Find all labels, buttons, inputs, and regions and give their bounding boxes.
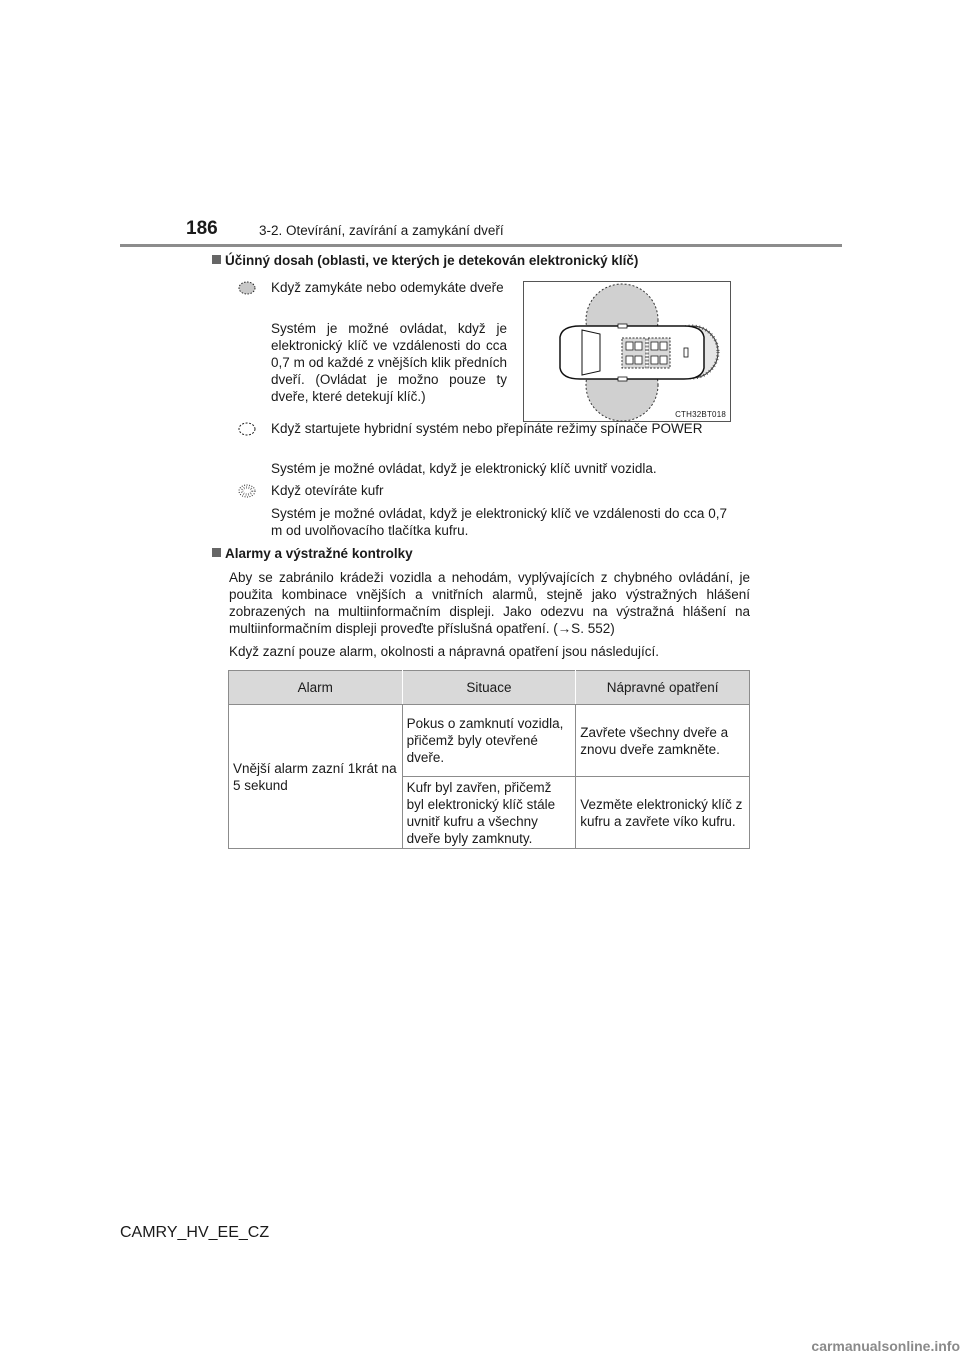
car-top-view-diagram	[524, 282, 732, 423]
table-header-row	[229, 671, 750, 705]
situation-cell: Kufr byl zavřen, přičemž byl elektronický klíč stále uvnitř kufru a všechny dveře byly zamknuty.	[402, 777, 576, 849]
figure-code: CTH32BT018	[675, 410, 726, 419]
situation-cell: Pokus o zamknutí vozidla, přičemž byly otevřené dveře.	[402, 705, 576, 777]
item-2-title: Když startujete hybridní systém nebo přepínáte režimy spínače POWER	[271, 421, 703, 436]
item-1-title: Když zamykáte nebo odemykáte dveře	[271, 280, 504, 295]
effective-range-figure	[523, 281, 731, 422]
table-header-alarm: Alarm	[229, 671, 403, 705]
item-1-description: Systém je možné ovládat, když je elektronický klíč ve vzdálenosti do cca 0,7 m od každé z vnějších klik předních dveří. (Ovládat je možno pouze ty dveře, které detekují klíč.)	[271, 321, 507, 404]
section-title: 3-2. Otevírání, zavírání a zamykání dveří	[259, 223, 504, 238]
table-header-action: Nápravné opatření	[576, 671, 750, 705]
table-header-situation: Situace	[402, 671, 576, 705]
dashed-circle-icon	[238, 422, 256, 436]
watermark: carmanualsonline.info	[811, 1338, 960, 1354]
item-3-description: Systém je možné ovládat, když je elektronický klíč ve vzdálenosti do cca 0,7 m od uvolňovacího tlačítka kufru.	[271, 506, 727, 538]
alarms-paragraph: Aby se zabránilo krádeži vozidla a nehodám, vyplývajících z chybného ovládání, je použita kombinace vnějších a vnitřních alarmů, stejně jako výstražných hlášení zobrazených na multiinformačním displeji. Jako odezvu na výstražná hlášení na multiinformačním displeji proveďte příslušná opatření. (→S. 552)	[229, 570, 750, 636]
item-2-description: Systém je možné ovládat, když je elektronický klíč uvnitř vozidla.	[271, 461, 657, 476]
header-rule	[120, 244, 842, 247]
action-cell: Zavřete všechny dveře a znovu dveře zamkněte.	[576, 705, 750, 777]
action-cell: Vezměte elektronický klíč z kufru a zavřete víko kufru.	[576, 777, 750, 849]
alarms-heading-text: Alarmy a výstražné kontrolky	[225, 546, 413, 561]
square-bullet-icon	[212, 255, 221, 264]
effective-range-heading	[212, 253, 638, 268]
page-number: 186	[186, 218, 218, 239]
alarms-heading	[212, 546, 413, 561]
dot-pattern-circle-icon	[238, 484, 256, 498]
alarms-intro: Když zazní pouze alarm, okolnosti a nápravná opatření jsou následující.	[229, 644, 660, 659]
effective-range-heading-text: Účinný dosah (oblasti, ve kterých je detekován elektronický klíč)	[225, 253, 639, 268]
table-row	[229, 705, 750, 777]
alarm-cell: Vnější alarm zazní 1krát na 5 sekund	[229, 705, 403, 849]
alarm-table	[228, 670, 750, 849]
square-bullet-icon	[212, 548, 221, 557]
item-3-title: Když otevíráte kufr	[271, 483, 384, 498]
manual-code: CAMRY_HV_EE_CZ	[120, 1224, 270, 1241]
dotted-circle-icon	[238, 281, 256, 295]
